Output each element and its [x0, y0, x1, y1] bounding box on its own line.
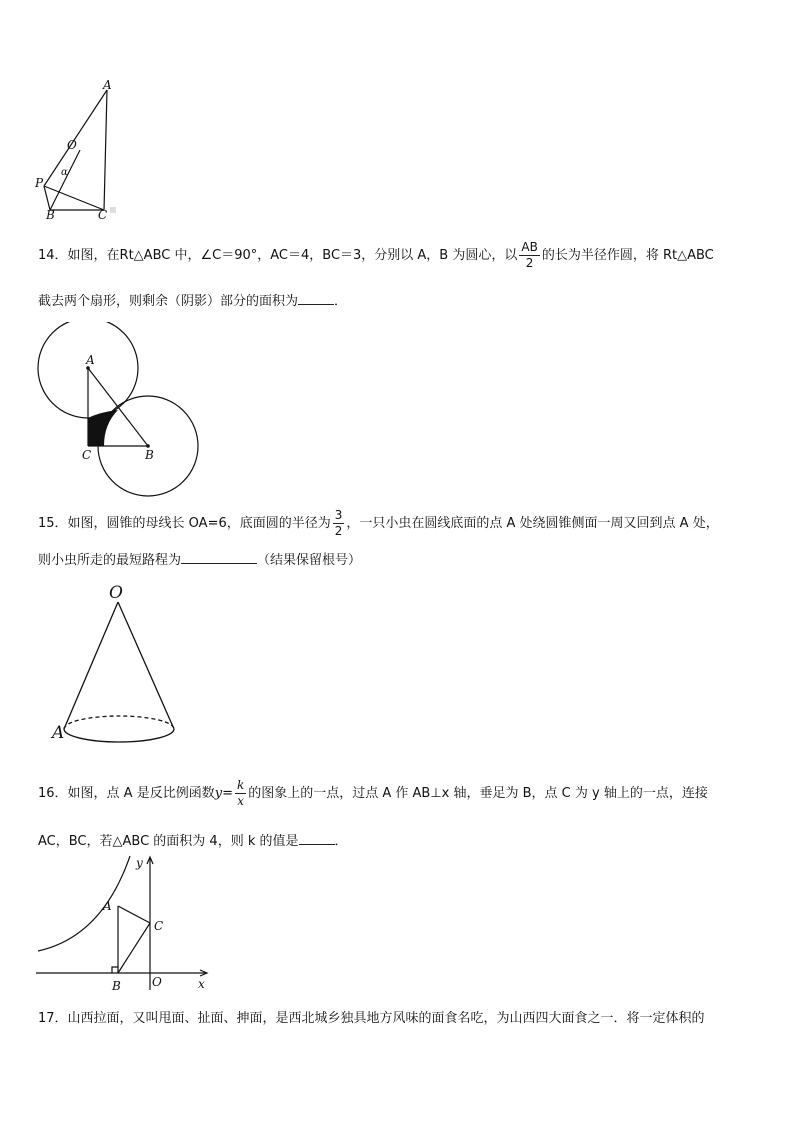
- q14-text-post: 的长为半径作圆，将 Rt△ABC: [541, 248, 714, 263]
- q16-line2-end: ．: [334, 834, 348, 849]
- label-p: P: [35, 176, 44, 190]
- q14-text-pre: 14．如图，在Rt△ABC 中，∠C＝90°，AC＝4，BC＝3，分别以 A，B 为圆心，以: [38, 248, 518, 263]
- q16-answer-blank[interactable]: [299, 832, 335, 845]
- q15-frac-den: 2: [334, 524, 343, 538]
- q16-line2-text: AC，BC，若△ABC 的面积为 4，则 k 的值是: [38, 834, 299, 849]
- label-o: O: [152, 975, 162, 989]
- q14-line2-end: ．: [334, 294, 348, 309]
- label-b: B: [145, 448, 154, 462]
- label-x: x: [198, 977, 205, 991]
- label-a: A: [52, 723, 65, 743]
- q15-answer-blank[interactable]: [181, 551, 257, 564]
- label-a: A: [86, 353, 95, 367]
- figure-q15-cone: [40, 580, 190, 750]
- label-c: C: [82, 448, 92, 462]
- q15-text-post: ，一只小虫在圆线底面的点 A 处绕圆锥侧面一周又回到点 A 处，: [346, 516, 719, 531]
- q16-y-var: y: [214, 786, 223, 801]
- q16-text-post: 的图象上的一点，过点 A 作 AB⊥x 轴，垂足为 B，点 C 为 y 轴上的一点，连接: [248, 786, 708, 801]
- base-front-arc: [64, 729, 174, 742]
- label-c: C: [154, 919, 164, 933]
- q15-line2-end: （结果保留根号）: [257, 553, 362, 568]
- q16-fraction: [235, 778, 246, 809]
- q15-line2: [38, 551, 361, 569]
- right-angle-mark: [112, 967, 118, 973]
- q15-text-pre: 15．如图，圆锥的母线长 OA=6，底面圆的半径为: [38, 516, 331, 531]
- label-o: O: [67, 138, 77, 152]
- segment-ac: [118, 906, 150, 923]
- segment-bo: [50, 150, 80, 210]
- right-angle-mark: [110, 207, 116, 213]
- q14-line2: [38, 292, 347, 310]
- label-b: B: [46, 208, 55, 222]
- q15-line2-text: 则小虫所走的最短路程为: [38, 553, 182, 568]
- figure-q14-circles: [30, 322, 210, 502]
- q14-line2-text: 截去两个扇形，则剩余（阴影）部分的面积为: [38, 294, 299, 309]
- q16-text-pre: 16．如图，点 A 是反比例函数: [38, 786, 215, 801]
- q17-text: 17．山西拉面，又叫甩面、扯面、抻面，是西北城乡独具地方风味的面食名吃，为山西四大面食之一．将一定体积的: [38, 1011, 705, 1026]
- q14-line1: [38, 240, 714, 270]
- segment-pc: [44, 186, 104, 210]
- label-a: A: [103, 899, 112, 913]
- q14-fraction: [519, 240, 539, 271]
- q15-line1: [38, 507, 719, 541]
- q17-line1: [38, 1011, 705, 1027]
- label-o: O: [109, 583, 123, 603]
- label-y: y: [136, 856, 143, 870]
- q16-line2: [38, 832, 348, 850]
- q16-frac-den: x: [237, 794, 244, 808]
- q14-frac-num: AB: [521, 240, 538, 254]
- q14-answer-blank[interactable]: [298, 292, 334, 305]
- q16-line1: [38, 777, 708, 811]
- q15-frac-num: 3: [334, 508, 343, 522]
- segment-pb: [44, 186, 50, 210]
- base-back-arc: [64, 716, 174, 729]
- figure-q13-triangle: [30, 80, 130, 222]
- q15-fraction: [333, 508, 345, 539]
- segment-ac: [104, 90, 107, 210]
- q14-frac-den: 2: [525, 256, 534, 270]
- q16-frac-num: k: [236, 778, 245, 792]
- segment-bc: [118, 923, 150, 973]
- slant-right: [118, 602, 174, 729]
- q16-eq: =: [222, 786, 233, 801]
- slant-left: [64, 602, 118, 729]
- label-alpha: α: [61, 167, 68, 178]
- label-c: C: [98, 208, 108, 222]
- label-a: A: [103, 80, 112, 92]
- figure-q16-graph: [30, 852, 220, 997]
- hyperbola-curve: [38, 856, 130, 951]
- label-b: B: [112, 979, 121, 993]
